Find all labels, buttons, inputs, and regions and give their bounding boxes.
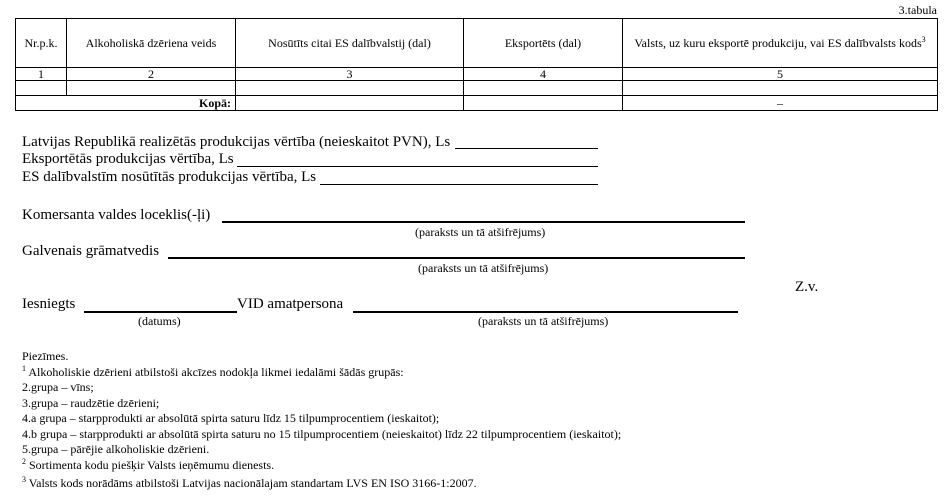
value-exported-field[interactable]	[237, 166, 598, 167]
table-cell[interactable]	[236, 81, 464, 96]
date-caption: (datums)	[138, 314, 181, 328]
header-country-code	[623, 19, 938, 68]
note-group-item: 5.grupa – pārējie alkoholiskie dzērieni.	[22, 442, 210, 456]
table-cell[interactable]	[623, 81, 938, 96]
official-label: VID amatpersona	[237, 296, 344, 312]
board-member-signature-field[interactable]	[222, 221, 745, 223]
chief-accountant-label: Galvenais grāmatvedis	[22, 243, 160, 259]
note-group-item: 4.a grupa – starpprodukti ar absolūtā spirta saturu līdz 15 tilpumprocentiem (ieskaitot);	[22, 411, 440, 425]
note-group-item: 3.grupa – raudzētie dzērieni;	[22, 395, 160, 410]
table-reference: 3.tabula	[898, 3, 937, 17]
note-1-text: Alkoholiskie dzērieni atbilstoši akcīzes nodokļa likmei iedalāmi šādās grupās:	[26, 364, 404, 379]
column-number: 3	[236, 68, 464, 81]
table-header-row	[16, 19, 938, 68]
note-3	[22, 476, 621, 492]
board-member-label: Komersanta valdes loceklis(-ļi)	[22, 207, 211, 223]
value-realized-label: Latvijas Republikā realizētās produkcijas vērtība (neieskaitot PVN), Ls	[22, 134, 451, 150]
value-eu-field[interactable]	[320, 184, 598, 185]
note-1	[22, 365, 621, 381]
note-1-mark: 1	[22, 363, 26, 373]
official-caption: (paraksts un tā atšifrējums)	[478, 314, 609, 328]
table-cell[interactable]	[16, 81, 67, 96]
note-3-mark: 3	[22, 475, 26, 484]
header-drink-type: Alkoholiskā dzēriena veids	[67, 19, 236, 68]
board-member-caption: (paraksts un tā atšifrējums)	[415, 225, 546, 239]
column-number: 1	[16, 68, 67, 81]
value-eu-label: ES dalībvalstīm nosūtītās produkcijas vērtība, Ls	[22, 169, 317, 185]
header-country-code-text: Valsts, uz kuru eksportē produkciju, vai ES dalībvalsts kods	[634, 35, 922, 50]
total-row	[16, 96, 938, 111]
column-number: 5	[623, 68, 938, 81]
header-footnote-mark: 3	[921, 34, 926, 44]
chief-accountant-caption: (paraksts un tā atšifrējums)	[418, 261, 549, 275]
stamp-label: Z.v.	[795, 279, 819, 295]
note-group-item: 2.grupa – vīns;	[22, 380, 94, 394]
header-exported: Eksportēts (dal)	[464, 19, 623, 68]
column-number: 2	[67, 68, 236, 81]
table-cell[interactable]	[464, 81, 623, 96]
header-nr: Nr.p.k.	[16, 19, 67, 68]
submitted-label: Iesniegts	[22, 296, 76, 312]
chief-accountant-signature-field[interactable]	[168, 257, 745, 259]
alcohol-table	[15, 18, 938, 111]
value-realized-field[interactable]	[455, 148, 598, 149]
table-cell[interactable]	[67, 81, 236, 96]
notes-block	[22, 349, 621, 492]
note-2-text: Sortimenta kodu piešķir Valsts ieņēmumu dienests.	[26, 457, 275, 472]
submitted-date-field[interactable]	[84, 311, 237, 313]
header-sent-eu: Nosūtīts citai ES dalībvalstij (dal)	[236, 19, 464, 68]
table-row	[16, 81, 938, 96]
total-cell[interactable]	[464, 96, 623, 111]
official-signature-field[interactable]	[353, 311, 738, 313]
total-dash: –	[623, 96, 938, 111]
note-3-text: Valsts kods norādāms atbilstoši Latvijas nacionālajam standartam LVS EN ISO 3166-1:2007.	[26, 476, 477, 490]
value-exported-label: Eksportētās produkcijas vērtība, Ls	[22, 151, 234, 167]
column-number-row	[16, 68, 938, 81]
total-label: Kopā:	[16, 96, 236, 111]
column-number: 4	[464, 68, 623, 81]
total-cell[interactable]	[236, 96, 464, 111]
notes-title: Piezīmes.	[22, 349, 69, 363]
note-2-mark: 2	[22, 456, 26, 466]
note-group-item: 4.b grupa – starpprodukti ar absolūtā spirta saturu no 15 tilpumprocentiem (neieskaitot) līdz 22 tilpumprocentiem (ieskaitot);	[22, 426, 622, 441]
note-2	[22, 458, 621, 474]
